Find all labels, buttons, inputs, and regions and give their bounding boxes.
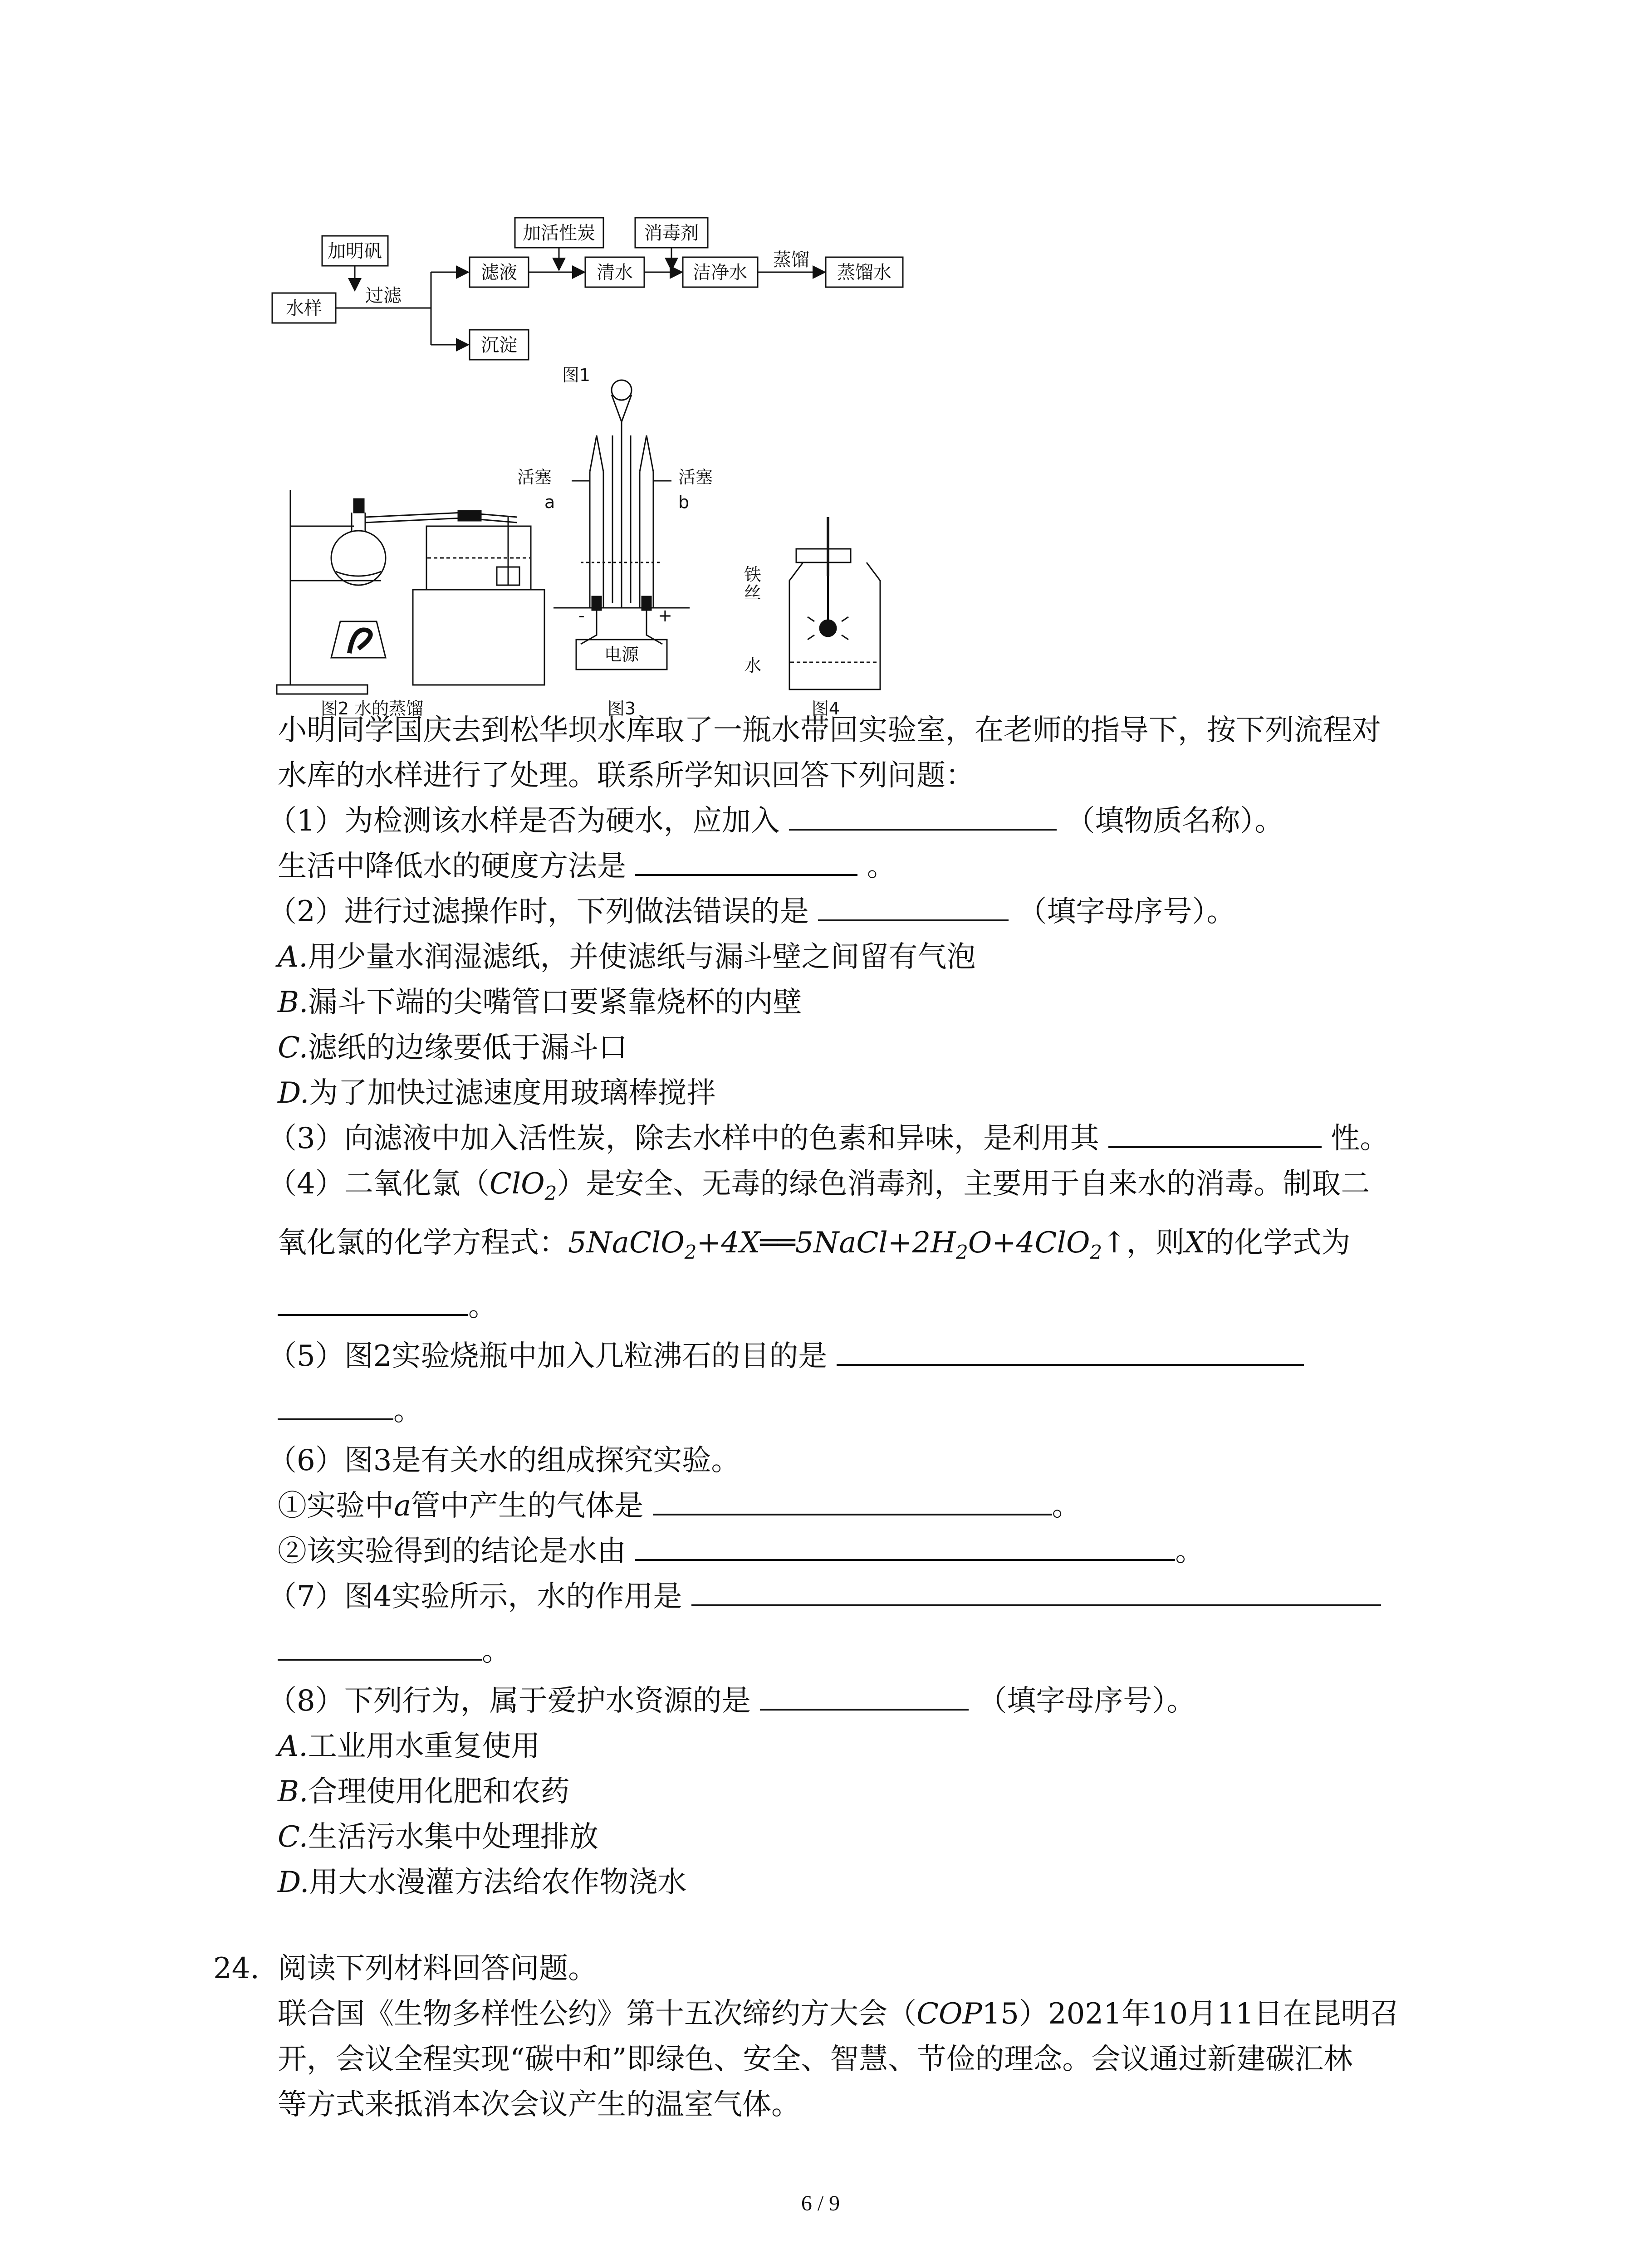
equation: 5NaCl+2H [795, 1226, 956, 1260]
equation: 5NaClO [568, 1226, 685, 1260]
gas-arrow: ↑ [1102, 1226, 1127, 1260]
text: 。 [482, 1634, 511, 1668]
option-text: 合理使用化肥和农药 [308, 1775, 570, 1809]
q23-part6: （6）图3是有关水的组成探究实验。 [268, 1444, 740, 1477]
power-label: 电源 [604, 645, 639, 665]
q23-part6-sub2 [278, 1529, 1204, 1574]
q23-part2-option-b [278, 980, 802, 1025]
answer-blank-6-cont[interactable] [278, 1389, 393, 1420]
q23-part2-option-d [278, 1070, 715, 1116]
subscript: 2 [544, 1182, 557, 1204]
text: 。 [393, 1394, 422, 1427]
q23-intro-line2: 水库的水样进行了处理。联系所学知识回答下列问题： [278, 759, 975, 792]
text: ）是安全、无毒的绿色消毒剂，主要用于自来水的消毒。制取二 [557, 1167, 1370, 1201]
option-text: 滤纸的边缘要低于漏斗口 [308, 1031, 628, 1065]
option-text: 为了加快过滤速度用玻璃棒搅拌 [309, 1076, 716, 1110]
clean-label: 洁净水 [693, 262, 747, 283]
option-letter: D. [278, 1866, 309, 1899]
answer-blank-1[interactable] [789, 800, 1057, 831]
q23-part4-line1 [268, 1161, 1370, 1216]
q23-part3 [268, 1116, 1389, 1161]
iron-wire-label-2: 丝 [744, 583, 762, 603]
option-letter: C. [278, 1031, 309, 1065]
sediment-label: 沉淀 [481, 335, 517, 356]
q23-part1b-text: 生活中降低水的硬度方法是 [278, 850, 626, 883]
text: （填字母序号）。 [978, 1684, 1196, 1718]
text: 。 [1175, 1535, 1205, 1568]
sample-label: 水样 [286, 298, 322, 319]
q23-part8-option-b [278, 1769, 569, 1814]
q23-part2 [268, 889, 1235, 934]
answer-blank-7[interactable] [653, 1485, 1052, 1515]
variable: a [394, 1489, 411, 1523]
figure4-iron-wire [789, 517, 880, 689]
tube-b-label: b [678, 492, 690, 512]
text: ②该实验得到的结论是水由 [278, 1535, 626, 1568]
page-number: 6 / 9 [801, 2191, 840, 2215]
answer-blank-5[interactable] [278, 1285, 468, 1316]
q23-part3-after: 性。 [1331, 1122, 1389, 1155]
option-letter: A. [278, 1730, 308, 1763]
equation-sign: ══ [760, 1226, 795, 1260]
q23-part1b [278, 844, 896, 889]
figure2-caption: 图2 水的蒸馏 [320, 699, 424, 717]
water-label: 水 [744, 655, 762, 675]
answer-blank-9[interactable] [691, 1575, 1381, 1606]
iron-wire-label-1: 铁 [744, 565, 762, 585]
question-title: 阅读下列材料回答问题。 [278, 1952, 598, 1985]
q23-part8 [268, 1678, 1195, 1724]
option-text: 用少量水润湿滤纸，并使滤纸与漏斗壁之间留有气泡 [308, 940, 976, 974]
text: 管中产生的气体是 [411, 1489, 644, 1523]
minus-label: - [578, 606, 585, 626]
filtrate-label: 滤液 [481, 262, 517, 283]
q23-part8-option-d [278, 1860, 686, 1905]
q23-part6-sub1 [278, 1483, 1081, 1529]
figures-area [263, 200, 1425, 717]
figure1-caption: 图1 [562, 365, 591, 385]
stopcock-right-label: 活塞 [678, 467, 713, 487]
option-letter: D. [278, 1076, 309, 1110]
text: （7）图4实验所示，水的作用是 [268, 1580, 682, 1613]
variable: X [1184, 1226, 1205, 1260]
clear-label: 清水 [597, 262, 633, 283]
text: （5）图2实验烧瓶中加入几粒沸石的目的是 [268, 1339, 828, 1373]
q23-part7-cont [278, 1628, 511, 1674]
figure4-labels [744, 565, 840, 717]
text: （8）下列行为，属于爱护水资源的是 [268, 1684, 751, 1718]
equation: +4X [696, 1226, 760, 1260]
q23-part5-cont [278, 1388, 422, 1433]
text: 。 [468, 1290, 497, 1323]
answer-blank-10[interactable] [760, 1680, 969, 1711]
alum-label: 加明矾 [328, 241, 382, 262]
option-letter: B. [278, 1775, 309, 1809]
filtration-label: 过滤 [365, 285, 402, 306]
figure3-labels [517, 467, 713, 717]
disinfectant-label: 消毒剂 [644, 223, 699, 244]
option-letter: A. [278, 940, 308, 974]
q23-part1a-after: （填物质名称）。 [1066, 804, 1284, 838]
answer-blank-9-cont[interactable] [278, 1630, 482, 1661]
distill-label: 蒸馏 [773, 249, 809, 270]
plus-label: + [658, 606, 672, 626]
answer-blank-6[interactable] [837, 1335, 1304, 1366]
q24-material-line2: 开，会议全程实现“碳中和”即绿色、安全、智慧、节俭的理念。会议通过新建碳汇林 [278, 2043, 1353, 2076]
q24-material-line1 [278, 1991, 1399, 2037]
text: ，则 [1126, 1226, 1185, 1260]
option-text: 工业用水重复使用 [308, 1730, 540, 1763]
q23-part1b-after: 。 [867, 850, 896, 883]
text: 。 [1052, 1489, 1081, 1523]
q23-part4-line3 [278, 1284, 497, 1329]
answer-blank-2[interactable] [635, 845, 857, 876]
subscript: 2 [955, 1241, 968, 1263]
subscript: 2 [684, 1241, 697, 1263]
figure3-electrolysis [554, 380, 690, 670]
figure4-caption: 图4 [811, 699, 840, 717]
q23-part5 [268, 1334, 1304, 1379]
carbon-label: 加活性炭 [523, 223, 595, 244]
figure3-caption: 图3 [607, 699, 636, 717]
q23-part2-text: （2）进行过滤操作时，下列做法错误的是 [268, 895, 809, 929]
q23-part8-option-c [278, 1814, 598, 1860]
stopcock-left-label: 活塞 [517, 467, 552, 487]
option-text: 用大水漫灌方法给农作物浇水 [309, 1866, 687, 1899]
figure2-distillation [277, 490, 544, 694]
question-number: 24. [213, 1952, 260, 1985]
text: （4）二氧化氯（ [268, 1167, 490, 1201]
text: 氧化氯的化学方程式： [278, 1226, 568, 1260]
option-letter: C. [278, 1820, 309, 1854]
q23-part4-line2 [278, 1220, 1350, 1275]
q24-material-line3: 等方式来抵消本次会议产生的温室气体。 [278, 2088, 800, 2121]
option-letter: B. [278, 986, 309, 1019]
answer-blank-3[interactable] [818, 890, 1009, 921]
text: 联合国《生物多样性公约》第十五次缔约方大会（ [278, 1997, 916, 2031]
q23-part2-after: （填字母序号）。 [1018, 895, 1236, 929]
text: 15）2021年10月11日在昆明召 [982, 1997, 1399, 2031]
answer-blank-8[interactable] [635, 1530, 1175, 1561]
answer-blank-4[interactable] [1108, 1117, 1322, 1148]
q23-part2-option-a [278, 934, 976, 980]
q23-part2-option-c [278, 1025, 627, 1070]
text: ①实验中 [278, 1489, 394, 1523]
q23-part8-option-a [278, 1724, 540, 1769]
abbrev: COP [916, 1997, 982, 2031]
option-text: 生活污水集中处理排放 [308, 1820, 599, 1854]
equation: O+4ClO [968, 1226, 1090, 1260]
q23-part3-text: （3）向滤液中加入活性炭，除去水样中的色素和异味，是利用其 [268, 1122, 1099, 1155]
q23-part1a-text: （1）为检测该水样是否为硬水，应加入 [268, 804, 780, 838]
q24-header [213, 1946, 597, 1991]
q23-part7 [268, 1574, 1381, 1619]
option-text: 漏斗下端的尖嘴管口要紧靠烧杯的内壁 [308, 986, 802, 1019]
subscript: 2 [1090, 1241, 1102, 1263]
formula: ClO [489, 1167, 545, 1201]
q23-part1a [268, 798, 1283, 844]
text: 的化学式为 [1205, 1226, 1351, 1260]
distilled-label: 蒸馏水 [837, 262, 892, 283]
tube-a-label: a [544, 492, 555, 512]
q23-intro-line1: 小明同学国庆去到松华坝水库取了一瓶水带回实验室，在老师的指导下，按下列流程对 [278, 714, 1381, 747]
